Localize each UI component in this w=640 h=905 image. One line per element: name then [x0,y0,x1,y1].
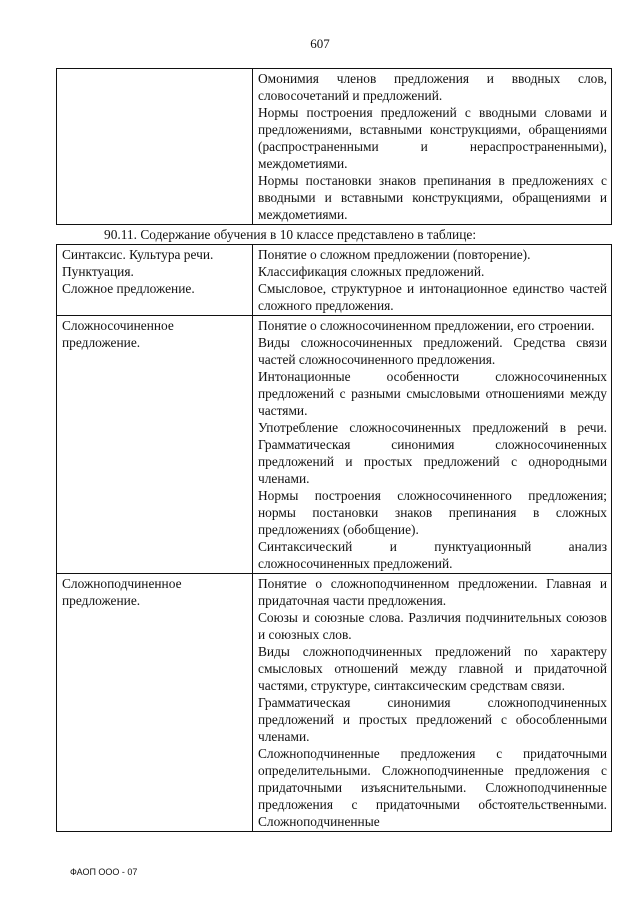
table-row [57,69,612,225]
content-table [56,244,612,832]
paragraph: Понятие о сложном предложении (повторение). [258,247,531,262]
table-cell-left [57,316,253,574]
paragraph: Понятие о сложноподчиненном предложении. Главная и придаточная части предложения. [258,576,607,608]
intro-text: 90.11. Содержание обучения в 10 классе представлено в таблице: [104,227,477,242]
paragraph: Сложноподчиненные предложения с придаточными определительными. Сложноподчиненные предложения с придаточными изъяснительными. Сложноподчиненные предложения с придаточными обстоятельственными. Сложноподчиненные [258,746,607,829]
paragraph: Интонационные особенности сложносочиненных предложений с разными смысловыми отношениями между частями. [258,369,607,418]
table-cell-left [57,245,253,316]
section-title-line: предложение. [62,593,141,608]
section-title-line: Сложное предложение. [62,281,195,296]
table-row [57,245,612,316]
paragraph: Классификация сложных предложений. [258,264,485,279]
table-cell-left [57,69,253,225]
table-cell-right [253,69,612,225]
paragraph: Понятие о сложносочиненном предложении, его строении. [258,318,595,333]
paragraph: Нормы построения сложносочиненного предложения; нормы постановки знаков препинания в сложных предложениях (обобщение). [258,488,607,537]
table-row [57,574,612,832]
section-title-line: Синтаксис. Культура речи. [62,247,214,262]
paragraph: Виды сложносочиненных предложений. Средства связи частей сложносочиненного предложения. [258,335,607,367]
paragraph: Нормы построения предложений с вводными словами и предложениями, вставными конструкциями, обращениями (распространенными и нераспространенными), междометиями. [258,105,607,171]
section-title-line: Сложносочиненное [62,318,174,333]
paragraph: Употребление сложносочиненных предложений в речи. Грамматическая синонимия сложносочиненных предложений и простых предложений с однородными членами. [258,420,607,486]
paragraph: Союзы и союзные слова. Различия подчинительных союзов и союзных слов. [258,610,607,642]
paragraph: Омонимия членов предложения и вводных слов, словосочетаний и предложений. [258,71,607,103]
table-cell-left [57,574,253,832]
paragraph: Грамматическая синонимия сложноподчиненных предложений и простых предложений с обособленными членами. [258,695,607,744]
table-cell-right [253,245,612,316]
section-title-line: Сложноподчиненное [62,576,182,591]
footer-code: ФАОП ООО - 07 [70,867,138,877]
page-number: 607 [310,36,330,51]
paragraph: Смысловое, структурное и интонационное единство частей сложного предложения. [258,281,607,313]
table-row [57,316,612,574]
paragraph: Синтаксический и пунктуационный анализ сложносочиненных предложений. [258,539,607,571]
paragraph: Нормы постановки знаков препинания в предложениях с вводными и вставными конструкциями, обращениями и междометиями. [258,173,607,222]
section-title-line: Пунктуация. [62,264,134,279]
table-cell-right [253,574,612,832]
section-title-line: предложение. [62,335,141,350]
paragraph: Виды сложноподчиненных предложений по характеру смысловых отношений между главной и придаточной частями, структуре, синтаксическим средствам связи. [258,644,607,693]
top-table [56,68,612,225]
table-cell-right [253,316,612,574]
